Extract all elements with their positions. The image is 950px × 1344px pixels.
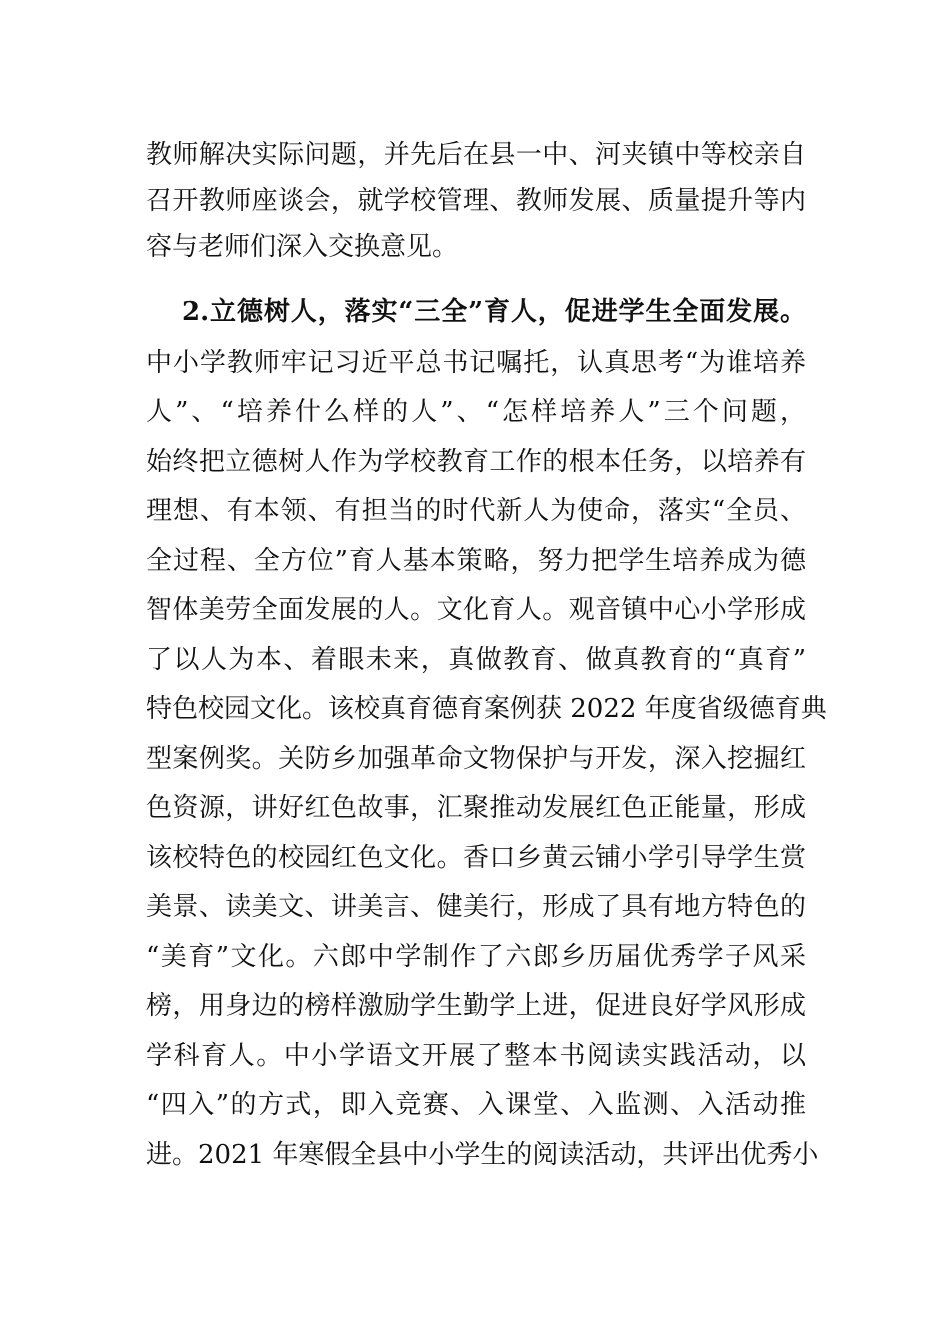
paragraph-2-line-15: 学科育人。中小学语文开展了整本书阅读实践活动，以 (146, 1041, 806, 1071)
paragraph-1-line-1: 教师解决实际问题，并先后在县一中、河夹镇中等校亲自 (146, 140, 806, 170)
paragraph-2-line-7: 了以人为本、着眼未来，真做教育、做真教育的“真育” (146, 645, 806, 675)
paragraph-2-line-11: 该校特色的校园红色文化。香口乡黄云铺小学引导学生赏 (146, 843, 806, 873)
paragraph-2-line-17: 进。2021 年寒假全县中小学生的阅读活动，共评出优秀小 (146, 1140, 819, 1170)
paragraph-1-line-2: 召开教师座谈会，就学校管理、教师发展、质量提升等内 (146, 186, 806, 216)
paragraph-2-line-4: 理想、有本领、有担当的时代新人为使命，落实“全员、 (146, 496, 806, 526)
paragraph-2-line-1: 中小学教师牢记习近平总书记嘱托，认真思考“为谁培养 (146, 348, 806, 378)
paragraph-2-line-6: 智体美劳全面发展的人。文化育人。观音镇中心小学形成 (146, 595, 806, 625)
paragraph-2-line-16: “四入”的方式，即入竞赛、入课堂、入监测、入活动推 (146, 1090, 806, 1120)
paragraph-2-line-13: “美育”文化。六郎中学制作了六郎乡历届优秀学子风采 (146, 942, 806, 972)
paragraph-2-line-2: 人”、“培养什么样的人”、“怎样培养人”三个问题， (146, 397, 806, 427)
paragraph-2-line-3: 始终把立德树人作为学校教育工作的根本任务，以培养有 (146, 447, 806, 477)
paragraph-1-line-3: 容与老师们深入交换意见。 (146, 232, 459, 262)
paragraph-2-line-8: 特色校园文化。该校真育德育案例获 2022 年度省级德育典 (146, 694, 827, 724)
paragraph-2-line-9: 型案例奖。关防乡加强革命文物保护与开发，深入挖掘红 (146, 744, 806, 774)
section-heading: 2.立德树人，落实“三全”育人，促进学生全面发展。 (182, 297, 806, 327)
paragraph-2-line-5: 全过程、全方位”育人基本策略，努力把学生培养成为德 (146, 546, 806, 576)
paragraph-2-line-14: 榜，用身边的榜样激励学生勤学上进，促进良好学风形成 (146, 991, 806, 1021)
paragraph-2-line-12: 美景、读美文、讲美言、健美行，形成了具有地方特色的 (146, 892, 806, 922)
paragraph-2-line-10: 色资源，讲好红色故事，汇聚推动发展红色正能量，形成 (146, 793, 806, 823)
